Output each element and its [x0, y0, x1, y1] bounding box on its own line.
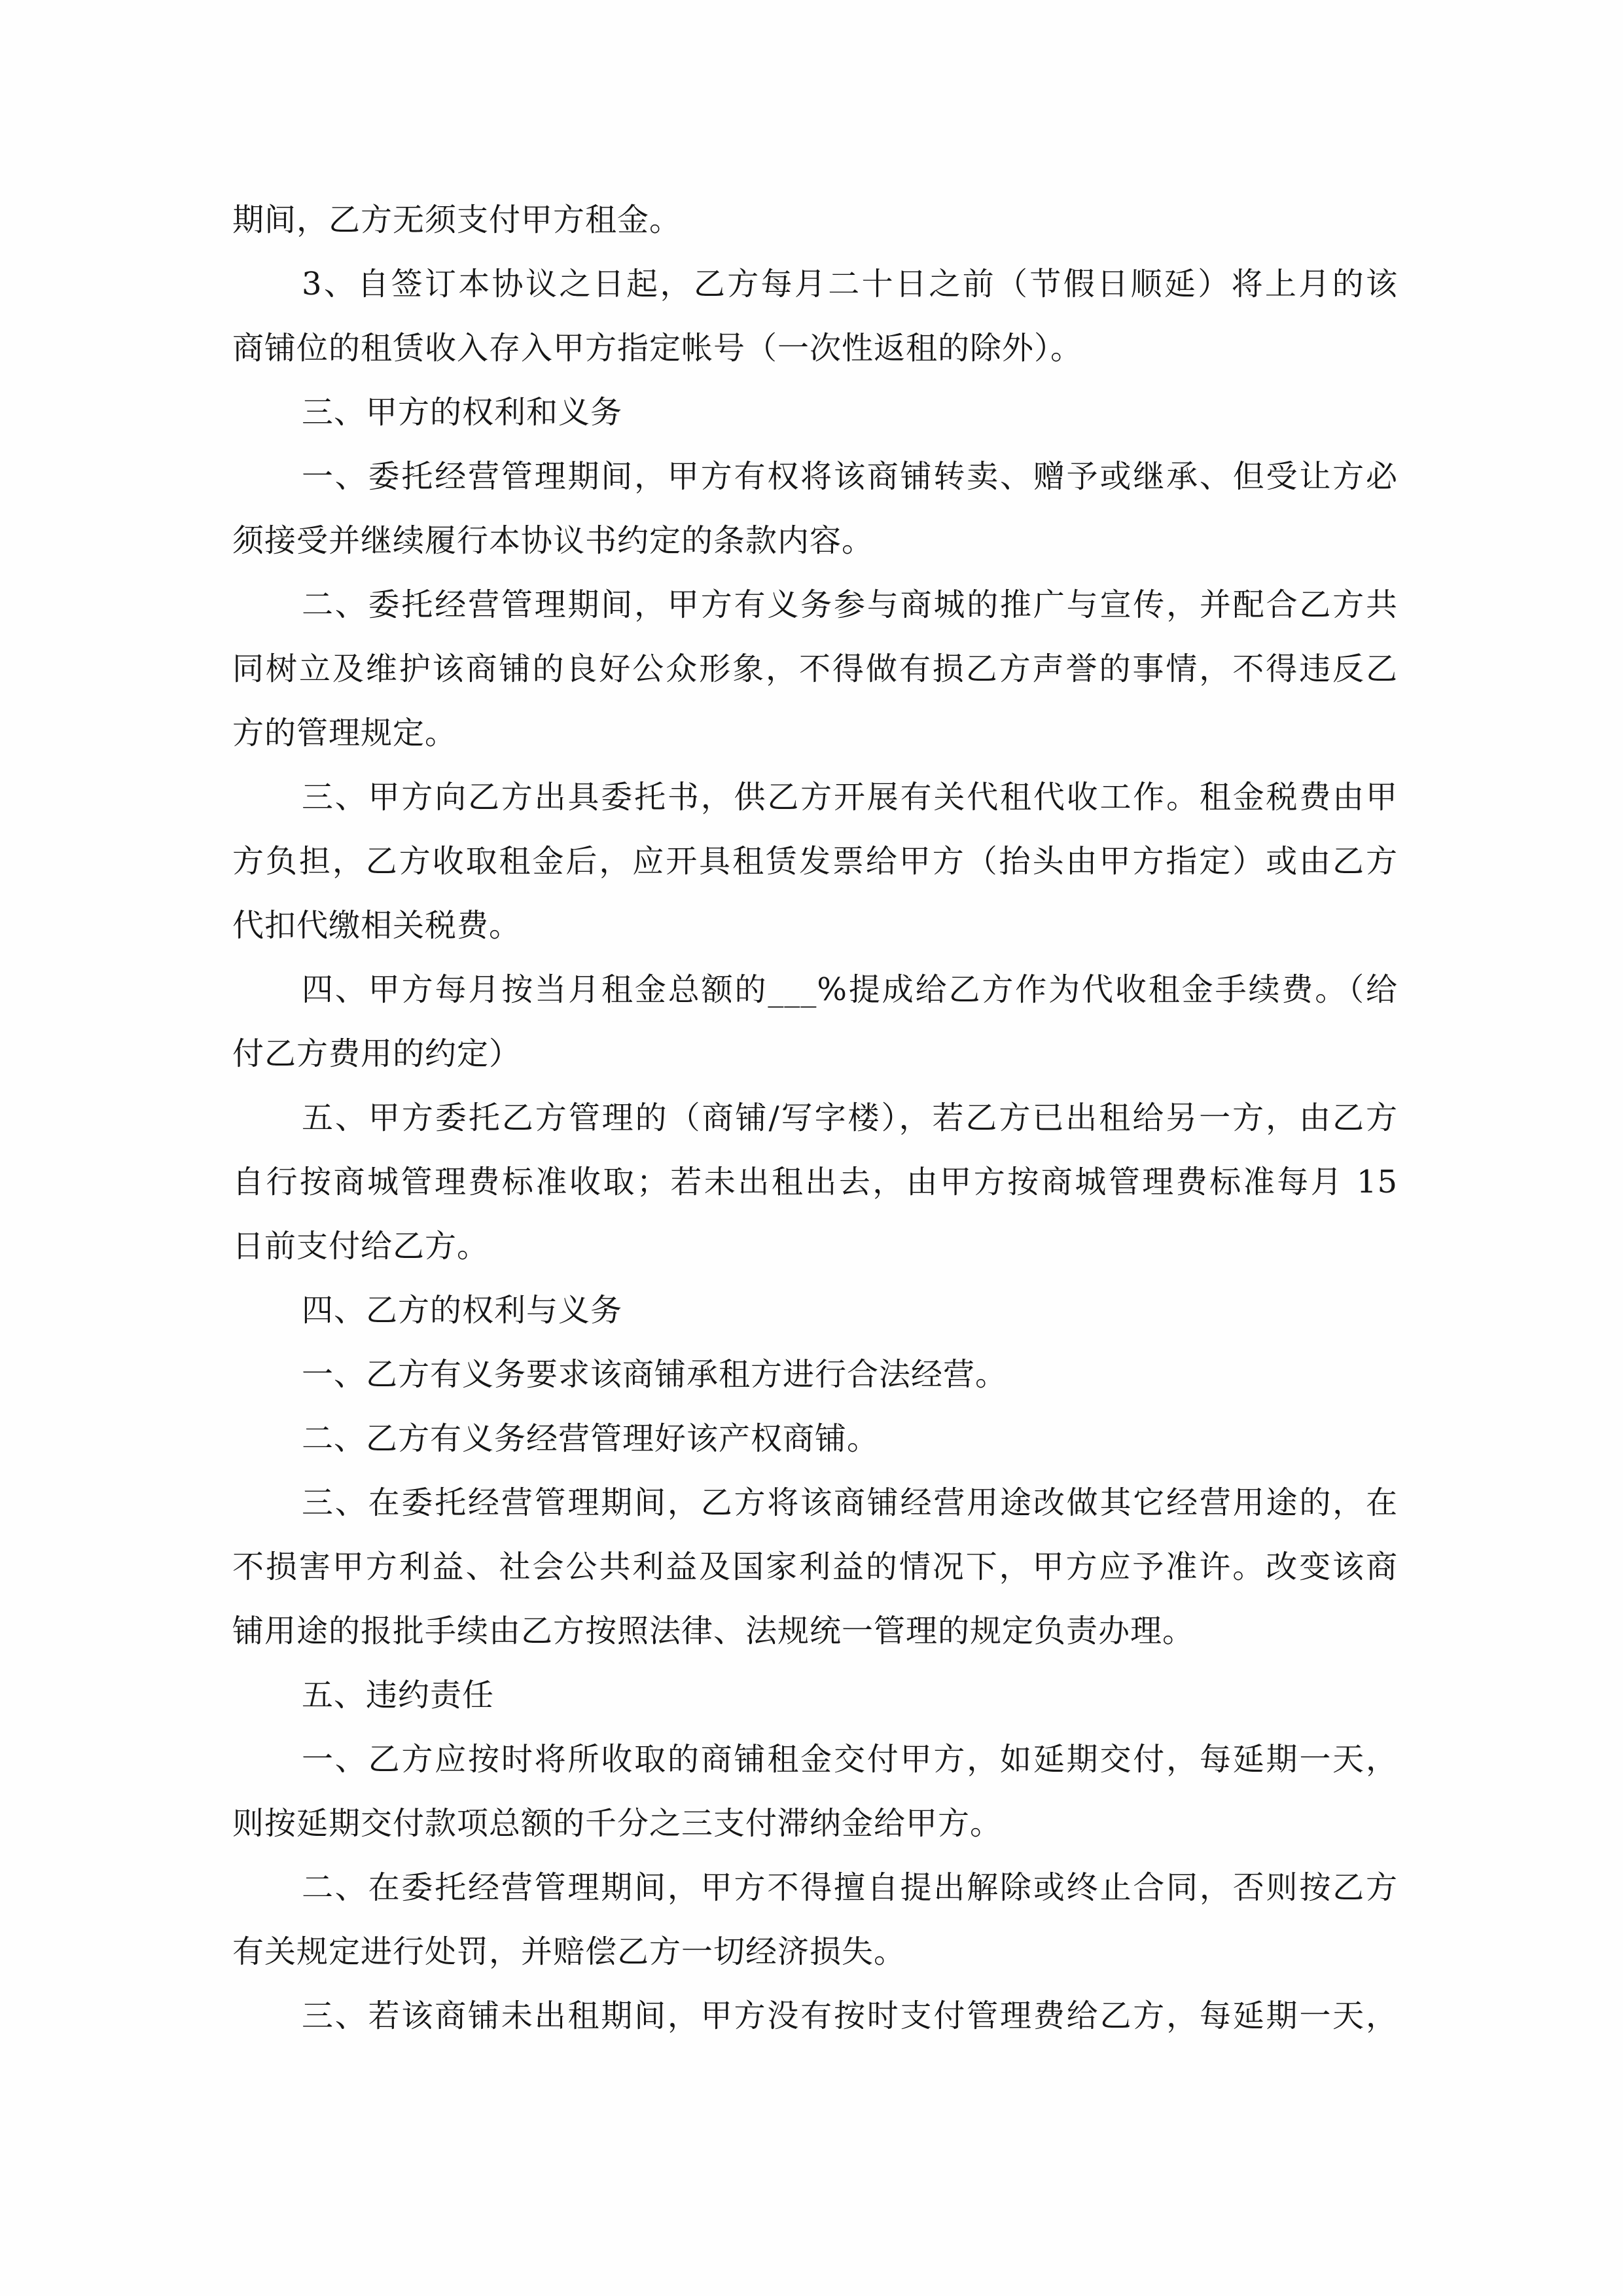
- text-line: 一、乙方有义务要求该商铺承租方进行合法经营。: [302, 1356, 1008, 1393]
- text-line: 三、若该商铺未出租期间，甲方没有按时支付管理费给乙方，每延期一天，: [302, 1998, 1398, 2034]
- text-line: 不损害甲方利益、社会公共利益及国家利益的情况下，甲方应予准许。改变该商: [232, 1549, 1398, 1585]
- text-line: 五、违约责任: [302, 1677, 495, 1713]
- text-line: 三、甲方向乙方出具委托书，供乙方开展有关代租代收工作。租金税费由甲: [302, 779, 1398, 816]
- text-line: 须接受并继续履行本协议书约定的条款内容。: [232, 522, 874, 559]
- text-line: 四、乙方的权利与义务: [302, 1292, 623, 1329]
- text-line: 五、甲方委托乙方管理的（商铺/写字楼），若乙方已出租给另一方，由乙方: [302, 1100, 1398, 1136]
- text-line: 四、甲方每月按当月租金总额的___%提成给乙方作为代收租金手续费。（给: [302, 971, 1398, 1008]
- text-line: 3、自签订本协议之日起，乙方每月二十日之前（节假日顺延）将上月的该: [302, 266, 1398, 302]
- contract-text-block: [232, 188, 1398, 2048]
- text-line: 一、委托经营管理期间，甲方有权将该商铺转卖、赠予或继承、但受让方必: [302, 458, 1398, 495]
- text-line: 方的管理规定。: [232, 715, 457, 751]
- text-line: 一、乙方应按时将所收取的商铺租金交付甲方，如延期交付，每延期一天，: [302, 1741, 1398, 1778]
- text-line: 日前支付给乙方。: [232, 1228, 490, 1265]
- text-line: 付乙方费用的约定）: [232, 1035, 522, 1072]
- text-line: 三、在委托经营管理期间，乙方将该商铺经营用途改做其它经营用途的，在: [302, 1484, 1398, 1521]
- text-line: 二、乙方有义务经营管理好该产权商铺。: [302, 1420, 880, 1457]
- text-line: 自行按商城管理费标准收取；若未出租出去，由甲方按商城管理费标准每月 15: [232, 1164, 1398, 1200]
- text-line: 二、在委托经营管理期间，甲方不得擅自提出解除或终止合同，否则按乙方: [302, 1869, 1398, 1906]
- text-line: 则按延期交付款项总额的千分之三支付滞纳金给甲方。: [232, 1805, 1003, 1842]
- text-line: 期间，乙方无须支付甲方租金。: [232, 202, 682, 238]
- text-line: 商铺位的租赁收入存入甲方指定帐号（一次性返租的除外）。: [232, 330, 1083, 367]
- text-line: 三、甲方的权利和义务: [302, 394, 623, 431]
- text-line: 同树立及维护该商铺的良好公众形象，不得做有损乙方声誉的事情，不得违反乙: [232, 651, 1398, 687]
- text-line: 代扣代缴相关税费。: [232, 907, 522, 944]
- text-line: 铺用途的报批手续由乙方按照法律、法规统一管理的规定负责办理。: [232, 1613, 1195, 1649]
- text-line: 方负担，乙方收取租金后，应开具租赁发票给甲方（抬头由甲方指定）或由乙方: [232, 843, 1398, 880]
- text-line: 有关规定进行处罚，并赔偿乙方一切经济损失。: [232, 1933, 906, 1970]
- text-line: 二、委托经营管理期间，甲方有义务参与商城的推广与宣传，并配合乙方共: [302, 586, 1398, 623]
